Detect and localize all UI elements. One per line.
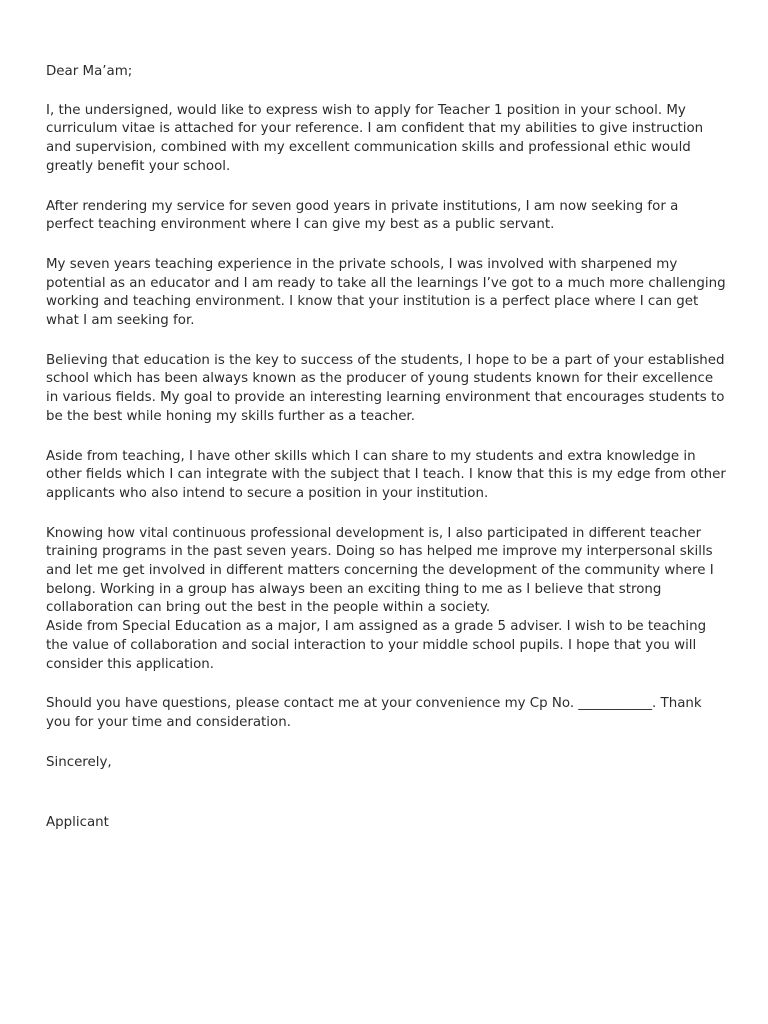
paragraph-intro: I, the undersigned, would like to express wish to apply for Teacher 1 position in your school. My curriculum vitae is attached for your reference. I am confident that my abilities to give instruction and supervision, combined with my excellent communication skills and professional ethic would greatly benefit your school. <box>46 102 704 174</box>
paragraph-education: Believing that education is the key to success of the students, I hope to be a part of your established school which has been always known as the producer of young students known for their excellence in various fields. My goal to provide an interesting learning environment that encourages students to be the best while honing my skills further as a teacher. <box>46 352 725 424</box>
salutation: Dear Ma’am; <box>46 64 133 79</box>
cover-letter <box>46 63 726 833</box>
closing: Sincerely, <box>46 754 112 770</box>
paragraph-contact: Should you have questions, please contact me at your convenience my Cp No. ___________. Thank you for your time and consideration. <box>46 696 702 730</box>
paragraph-development: Knowing how vital continuous professional development is, I also participated in different teacher training programs in the past seven years. Doing so has helped me improve my interpersonal skills and let me get involved in different matters concerning the development of the community where I belong. Working in a group has always been an exciting thing to me as I believe that strong collaboration can bring out the best in the people within a society. <box>46 525 714 616</box>
paragraph-experience: My seven years teaching experience in the private schools, I was involved with sharpened my potential as an educator and I am ready to take all the learnings I’ve got to a much more challenging working and teaching environment. I know that your institution is a perfect place where I can get what I am seeking for. <box>46 256 726 329</box>
paragraph-service: After rendering my service for seven good years in private institutions, I am now seeking for a perfect teaching environment where I can give my best as a public servant. <box>46 198 679 233</box>
paragraph-adviser: Aside from Special Education as a major, I am assigned as a grade 5 adviser. I wish to be teaching the value of collaboration and social interaction to your middle school pupils. I hope that you will consider this application. <box>46 619 707 672</box>
paragraph-skills: Aside from teaching, I have other skills which I can share to my students and extra knowledge in other fields which I can integrate with the subject that I teach. I know that this is my edge from other applicants who also intend to secure a position in your institution. <box>46 448 726 501</box>
signature: Applicant <box>46 815 109 831</box>
